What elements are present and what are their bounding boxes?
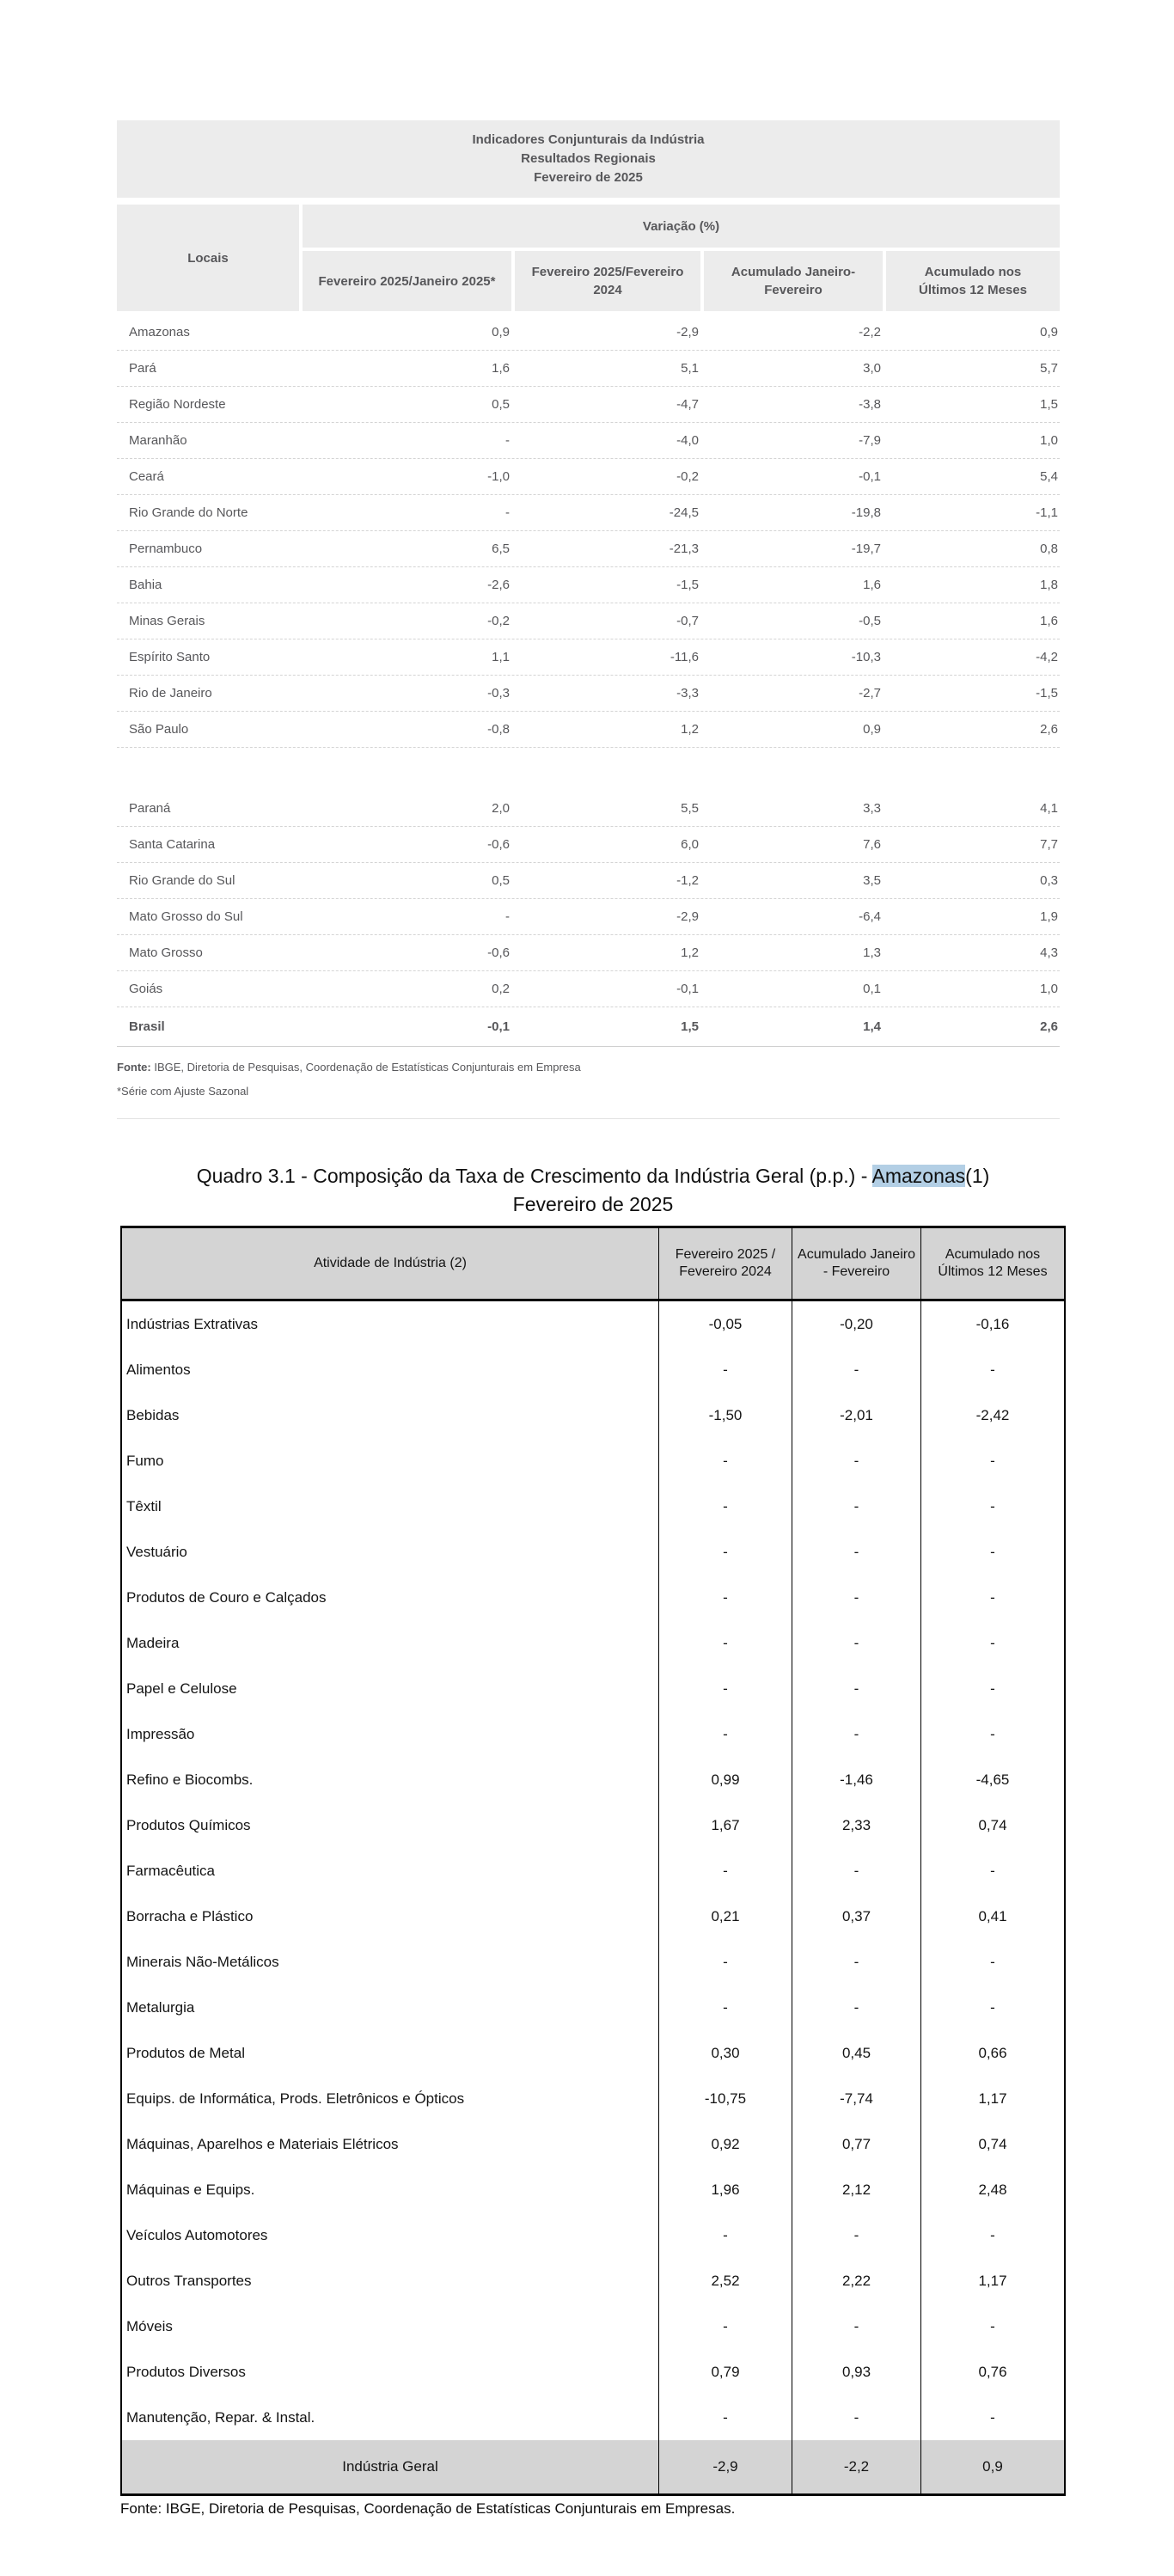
table-row	[117, 315, 1060, 351]
cell-local: Rio Grande do Sul	[129, 873, 235, 888]
table1-row-header-locais: Locais	[117, 205, 299, 311]
cell-value-12m: 1,0	[1040, 433, 1058, 448]
cell-value-ytd: -2,01	[792, 1392, 920, 1438]
quadro-title-highlighted-text: Amazonas	[871, 1165, 966, 1187]
cell-value-yoy: -10,75	[658, 2076, 792, 2121]
table1-source-text: IBGE, Diretoria de Pesquisas, Coordenação de Estatísticas Conjunturais em Empresa	[150, 1061, 581, 1074]
cell-value-12m: -	[920, 1666, 1064, 1711]
cell-value-ytd: -6,4	[859, 909, 881, 924]
cell-value-ytd: 0,9	[863, 722, 881, 737]
cell-activity: Produtos de Couro e Calçados	[126, 1588, 327, 1606]
table-row	[117, 387, 1060, 423]
cell-value-mom: -2,6	[487, 578, 510, 592]
cell-value-yoy: -1,5	[676, 578, 699, 592]
cell-value-12m: 1,9	[1040, 909, 1058, 924]
cell-activity: Papel e Celulose	[126, 1680, 237, 1697]
table1-title-block	[117, 120, 1060, 198]
cell-value-ytd: 1,3	[863, 945, 881, 960]
cell-value-ytd: -7,74	[792, 2076, 920, 2121]
cell-value-ytd: -	[792, 1666, 920, 1711]
cell-value-mom: -	[505, 505, 510, 520]
table-row	[117, 423, 1060, 459]
cell-value-ytd: -2,7	[859, 686, 881, 701]
cell-activity: Refino e Biocombs.	[126, 1771, 254, 1788]
table-row	[122, 1848, 1064, 1894]
cell-value-yoy: -24,5	[669, 505, 699, 520]
table1-source-label: Fonte:	[117, 1061, 151, 1074]
cell-local: Bahia	[129, 578, 162, 592]
cell-value-12m: -1,1	[1036, 505, 1058, 520]
table1-column-header: Fevereiro 2025/Janeiro 2025*	[303, 251, 511, 311]
cell-value-ytd: -0,5	[859, 614, 881, 628]
cell-local: Paraná	[129, 801, 171, 816]
cell-value-yoy: 1,5	[681, 1019, 699, 1034]
table-row	[122, 1802, 1064, 1848]
cell-activity: Manutenção, Repar. & Instal.	[126, 2408, 315, 2426]
table1-column-header: Acumulado nos Últimos 12 Meses	[886, 251, 1060, 311]
cell-value-12m: 1,8	[1040, 578, 1058, 592]
cell-activity: Veículos Automotores	[126, 2226, 268, 2243]
cell-activity: Farmacêutica	[126, 1862, 215, 1879]
cell-value-yoy: -0,05	[658, 1301, 792, 1347]
table1-column-header: Fevereiro 2025/Fevereiro 2024	[515, 251, 700, 311]
cell-local: Brasil	[129, 1019, 165, 1034]
cell-value-ytd: -	[792, 1711, 920, 1757]
cell-value-12m: -	[920, 1484, 1064, 1529]
table1-column-header: Acumulado Janeiro-Fevereiro	[704, 251, 883, 311]
cell-value-yoy: -	[658, 1666, 792, 1711]
cell-value-yoy: 1,67	[658, 1802, 792, 1848]
table-row	[122, 1529, 1064, 1575]
quadro-column-header-atividade: Atividade de Indústria (2)	[314, 1256, 467, 1270]
cell-value-12m: 1,17	[920, 2076, 1064, 2121]
table1-title-line1: Indicadores Conjunturais da Indústria	[472, 132, 705, 147]
table-row	[117, 791, 1060, 827]
cell-value-12m: -	[920, 2304, 1064, 2349]
table1-footnote: *Série com Ajuste Sazonal	[117, 1085, 249, 1098]
table-row	[122, 1894, 1064, 1939]
cell-value-12m: 1,17	[920, 2258, 1064, 2304]
cell-value-ytd: -	[792, 2304, 920, 2349]
quadro-column-header-yoy: Fevereiro 2025 / Fevereiro 2024	[658, 1228, 792, 1299]
quadro-title	[120, 1162, 1066, 1219]
table-row	[122, 1438, 1064, 1484]
cell-value-12m: -	[920, 1529, 1064, 1575]
cell-activity: Indústrias Extrativas	[126, 1315, 259, 1332]
table1-title-line3: Fevereiro de 2025	[534, 170, 643, 185]
cell-value-yoy: 6,0	[681, 837, 699, 852]
cell-activity: Borracha e Plástico	[126, 1907, 254, 1924]
cell-value-ytd: 3,0	[863, 361, 881, 376]
cell-activity: Produtos Químicos	[126, 1816, 251, 1833]
regional-indicators-table	[117, 120, 1060, 1119]
cell-value-12m: -1,5	[1036, 686, 1058, 701]
cell-value-ytd: -3,8	[859, 397, 881, 412]
cell-value-ytd: -19,7	[851, 542, 881, 556]
cell-value-ytd: -	[792, 1575, 920, 1620]
table-row	[122, 2349, 1064, 2395]
table-row	[117, 748, 1060, 791]
cell-value-12m: -	[920, 1939, 1064, 1985]
cell-activity: Equips. de Informática, Prods. Eletrônicos e Ópticos	[126, 2090, 465, 2107]
table1-header-right	[303, 205, 1060, 311]
table-row	[117, 603, 1060, 639]
table-row	[117, 459, 1060, 495]
cell-value-ytd: -2,2	[859, 325, 881, 340]
cell-value-ytd: -0,20	[792, 1301, 920, 1347]
table-row	[122, 1392, 1064, 1438]
cell-value-12m: -4,65	[920, 1757, 1064, 1802]
cell-value-ytd: -	[792, 1438, 920, 1484]
cell-value-12m: -	[920, 1848, 1064, 1894]
cell-local: Rio de Janeiro	[129, 686, 212, 701]
cell-activity: Fumo	[126, 1452, 164, 1469]
cell-value-yoy: -1,50	[658, 1392, 792, 1438]
cell-value-12m: 1,6	[1040, 614, 1058, 628]
cell-value-12m: -	[920, 1985, 1064, 2030]
cell-local: Goiás	[129, 982, 163, 996]
cell-value-mom: 0,2	[492, 982, 510, 996]
quadro-3-1-table	[120, 1162, 1066, 2518]
cell-value-ytd: 2,12	[792, 2167, 920, 2212]
table-row	[117, 1007, 1060, 1047]
cell-local: Região Nordeste	[129, 397, 226, 412]
cell-value-yoy: -4,7	[676, 397, 699, 412]
table-row	[122, 2167, 1064, 2212]
cell-activity: Móveis	[126, 2317, 173, 2334]
cell-value-ytd: 0,45	[792, 2030, 920, 2076]
cell-value-yoy: 0,30	[658, 2030, 792, 2076]
cell-value-12m: -4,2	[1036, 650, 1058, 664]
cell-local: Mato Grosso	[129, 945, 203, 960]
cell-value-yoy: 0,99	[658, 1757, 792, 1802]
cell-value-yoy: -	[658, 2395, 792, 2440]
cell-value-yoy: -	[658, 1620, 792, 1666]
cell-value-mom: -0,3	[487, 686, 510, 701]
table-row	[122, 1575, 1064, 1620]
table-row	[122, 1939, 1064, 1985]
cell-value-yoy: 1,2	[681, 945, 699, 960]
cell-value-yoy: -	[658, 1848, 792, 1894]
cell-value-ytd: -7,9	[859, 433, 881, 448]
cell-value-ytd: 0,37	[792, 1894, 920, 1939]
table-row	[122, 2304, 1064, 2349]
cell-value-yoy: 1,2	[681, 722, 699, 737]
cell-value-yoy: -	[658, 1985, 792, 2030]
cell-value-yoy: -2,9	[676, 909, 699, 924]
table1-header	[117, 205, 1060, 311]
table-row	[117, 899, 1060, 935]
cell-value-ytd: 1,6	[863, 578, 881, 592]
cell-value-yoy: 0,79	[658, 2349, 792, 2395]
table-row	[117, 351, 1060, 387]
cell-local: Pernambuco	[129, 542, 203, 556]
cell-value-ytd: -	[792, 1620, 920, 1666]
table-row	[117, 712, 1060, 748]
cell-value-12m: 2,6	[1040, 1019, 1058, 1034]
cell-value-12m: 0,66	[920, 2030, 1064, 2076]
table-row	[117, 971, 1060, 1007]
table-row	[122, 1757, 1064, 1802]
cell-value-ytd: 2,22	[792, 2258, 920, 2304]
cell-activity: Madeira	[126, 1634, 180, 1651]
cell-value-12m: 4,1	[1040, 801, 1058, 816]
cell-value-yoy: -	[658, 1529, 792, 1575]
cell-value-mom: 6,5	[492, 542, 510, 556]
cell-value-mom: -	[505, 433, 510, 448]
quadro-source: Fonte: IBGE, Diretoria de Pesquisas, Coordenação de Estatísticas Conjunturais em Empresas.	[120, 2500, 736, 2517]
cell-activity: Produtos Diversos	[126, 2363, 246, 2380]
cell-value-12m: 0,3	[1040, 873, 1058, 888]
cell-value-mom: 2,0	[492, 801, 510, 816]
table-row	[122, 2258, 1064, 2304]
cell-value-mom: -0,6	[487, 945, 510, 960]
cell-activity: Impressão	[126, 1725, 195, 1742]
table-row	[117, 531, 1060, 567]
cell-value-ytd: -	[792, 1985, 920, 2030]
cell-local: Pará	[129, 361, 156, 376]
table-row	[117, 676, 1060, 712]
cell-value-yoy: -21,3	[669, 542, 699, 556]
cell-value-12m: 0,41	[920, 1894, 1064, 1939]
cell-value-mom: 0,5	[492, 397, 510, 412]
cell-value-12m: -	[920, 1711, 1064, 1757]
cell-activity: Bebidas	[126, 1406, 180, 1423]
cell-local: Ceará	[129, 469, 164, 484]
cell-local: Espírito Santo	[129, 650, 211, 664]
table-row	[122, 2395, 1064, 2440]
cell-activity-total: Indústria Geral	[342, 2458, 438, 2475]
cell-activity: Vestuário	[126, 1543, 187, 1560]
cell-activity: Minerais Não-Metálicos	[126, 1953, 279, 1970]
cell-value-yoy: -0,7	[676, 614, 699, 628]
cell-value-yoy: -	[658, 2304, 792, 2349]
table-row	[122, 2030, 1064, 2076]
cell-value-yoy: -	[658, 1484, 792, 1529]
cell-value-12m: -2,42	[920, 1392, 1064, 1438]
cell-value-ytd: -	[792, 1347, 920, 1392]
cell-value-ytd: -1,46	[792, 1757, 920, 1802]
cell-value-12m: 4,3	[1040, 945, 1058, 960]
table1-group-header-variacao: Variação (%)	[303, 205, 1060, 248]
quadro-header-row	[122, 1228, 1064, 1301]
cell-value-ytd: 0,93	[792, 2349, 920, 2395]
cell-value-12m: 7,7	[1040, 837, 1058, 852]
cell-value-12m: 0,76	[920, 2349, 1064, 2395]
cell-value-ytd: -	[792, 2395, 920, 2440]
cell-value-yoy: 1,96	[658, 2167, 792, 2212]
table-row	[122, 2212, 1064, 2258]
cell-value-mom: -0,1	[487, 1019, 510, 1034]
cell-value-ytd: -	[792, 2212, 920, 2258]
table-row	[122, 1301, 1064, 1347]
cell-activity: Produtos de Metal	[126, 2044, 245, 2061]
cell-value-yoy: -2,9	[676, 325, 699, 340]
cell-value-mom: -	[505, 909, 510, 924]
cell-value-12m: 1,0	[1040, 982, 1058, 996]
cell-value-mom: 0,9	[492, 325, 510, 340]
cell-value-12m: -	[920, 1575, 1064, 1620]
cell-value-12m: 0,8	[1040, 542, 1058, 556]
cell-value-ytd: -19,8	[851, 505, 881, 520]
quadro-title-line2: Fevereiro de 2025	[512, 1193, 674, 1215]
table-row	[122, 1347, 1064, 1392]
cell-value-ytd: -	[792, 1848, 920, 1894]
table-row	[117, 495, 1060, 531]
table-row	[122, 1484, 1064, 1529]
cell-value-12m: 0,74	[920, 1802, 1064, 1848]
table-row	[122, 2076, 1064, 2121]
cell-value-12m: 0,74	[920, 2121, 1064, 2167]
cell-value-ytd: 0,77	[792, 2121, 920, 2167]
cell-value-ytd: -0,1	[859, 469, 881, 484]
cell-value-yoy: -3,3	[676, 686, 699, 701]
cell-activity: Outros Transportes	[126, 2272, 252, 2289]
cell-value-yoy: -1,2	[676, 873, 699, 888]
cell-value-yoy: -11,6	[670, 650, 699, 664]
cell-value-mom: -0,2	[487, 614, 510, 628]
cell-value-12m: -	[920, 2395, 1064, 2440]
cell-value-ytd: -10,3	[851, 650, 881, 664]
cell-value-mom: 1,6	[492, 361, 510, 376]
cell-value-12m: 2,48	[920, 2167, 1064, 2212]
cell-value-yoy: -4,0	[676, 433, 699, 448]
cell-value-ytd: -	[792, 1484, 920, 1529]
cell-value-12m: -	[920, 2212, 1064, 2258]
cell-value-yoy: -0,1	[676, 982, 699, 996]
cell-value-yoy: -	[658, 1438, 792, 1484]
cell-value-ytd: 0,1	[863, 982, 881, 996]
quadro-table	[120, 1226, 1066, 2496]
cell-value-12m: 0,9	[920, 2440, 1064, 2493]
cell-value-ytd: 3,3	[863, 801, 881, 816]
cell-value-ytd: 1,4	[863, 1019, 881, 1034]
cell-local: Minas Gerais	[129, 614, 205, 628]
cell-value-12m: -	[920, 1438, 1064, 1484]
table1-body	[117, 315, 1060, 1047]
cell-value-12m: 0,9	[1040, 325, 1058, 340]
cell-value-mom: 1,1	[492, 650, 510, 664]
cell-value-mom: -0,6	[487, 837, 510, 852]
cell-value-yoy: -2,9	[658, 2440, 792, 2493]
table-row	[117, 567, 1060, 603]
cell-activity: Metalurgia	[126, 1998, 195, 2016]
cell-value-12m: 2,6	[1040, 722, 1058, 737]
cell-value-12m: 5,7	[1040, 361, 1058, 376]
cell-local: Amazonas	[129, 325, 190, 340]
quadro-title-prefix: Quadro 3.1 - Composição da Taxa de Crescimento da Indústria Geral (p.p.) -	[196, 1165, 872, 1187]
cell-activity: Alimentos	[126, 1361, 191, 1378]
table1-title-line2: Resultados Regionais	[521, 151, 656, 166]
cell-value-yoy: -	[658, 2212, 792, 2258]
cell-value-yoy: -	[658, 1347, 792, 1392]
cell-local: Mato Grosso do Sul	[129, 909, 243, 924]
table-row	[122, 1985, 1064, 2030]
cell-value-12m: 5,4	[1040, 469, 1058, 484]
cell-value-ytd: 3,5	[863, 873, 881, 888]
table1-source	[117, 1061, 1060, 1074]
cell-local: São Paulo	[129, 722, 189, 737]
cell-value-yoy: 5,5	[681, 801, 699, 816]
cell-value-12m: -	[920, 1620, 1064, 1666]
cell-activity: Máquinas e Equips.	[126, 2181, 255, 2198]
cell-activity: Têxtil	[126, 1497, 162, 1514]
cell-activity: Máquinas, Aparelhos e Materiais Elétricos	[126, 2135, 399, 2152]
cell-value-yoy: 2,52	[658, 2258, 792, 2304]
table1-footer	[117, 1047, 1060, 1119]
cell-value-yoy: 0,92	[658, 2121, 792, 2167]
cell-local: Rio Grande do Norte	[129, 505, 248, 520]
cell-value-ytd: -2,2	[792, 2440, 920, 2493]
cell-value-12m: -	[920, 1347, 1064, 1392]
cell-value-12m: 1,5	[1040, 397, 1058, 412]
quadro-column-header-12m: Acumulado nos Últimos 12 Meses	[920, 1228, 1064, 1299]
table-row	[117, 639, 1060, 676]
cell-value-yoy: 0,21	[658, 1894, 792, 1939]
table1-column-headers	[303, 251, 1060, 311]
table-row	[122, 1711, 1064, 1757]
table-row	[117, 935, 1060, 971]
quadro-body	[122, 1301, 1064, 2440]
quadro-title-suffix: (1)	[965, 1165, 990, 1187]
cell-value-mom: 0,5	[492, 873, 510, 888]
cell-value-ytd: -	[792, 1939, 920, 1985]
table-row	[122, 2121, 1064, 2167]
cell-value-mom: -1,0	[487, 469, 510, 484]
table-row	[122, 1666, 1064, 1711]
quadro-column-header-ytd: Acumulado Janeiro - Fevereiro	[792, 1228, 920, 1299]
table-row	[117, 863, 1060, 899]
cell-value-yoy: -	[658, 1711, 792, 1757]
cell-value-yoy: 5,1	[681, 361, 699, 376]
cell-local: Santa Catarina	[129, 837, 216, 852]
cell-value-yoy: -0,2	[676, 469, 699, 484]
cell-value-yoy: -	[658, 1575, 792, 1620]
cell-value-12m: -0,16	[920, 1301, 1064, 1347]
cell-value-ytd: 7,6	[863, 837, 881, 852]
table-row	[122, 1620, 1064, 1666]
cell-local: Maranhão	[129, 433, 187, 448]
cell-value-mom: -0,8	[487, 722, 510, 737]
table-row	[117, 827, 1060, 863]
cell-value-ytd: -	[792, 1529, 920, 1575]
cell-value-ytd: 2,33	[792, 1802, 920, 1848]
cell-value-yoy: -	[658, 1939, 792, 1985]
quadro-total-row	[122, 2440, 1064, 2493]
